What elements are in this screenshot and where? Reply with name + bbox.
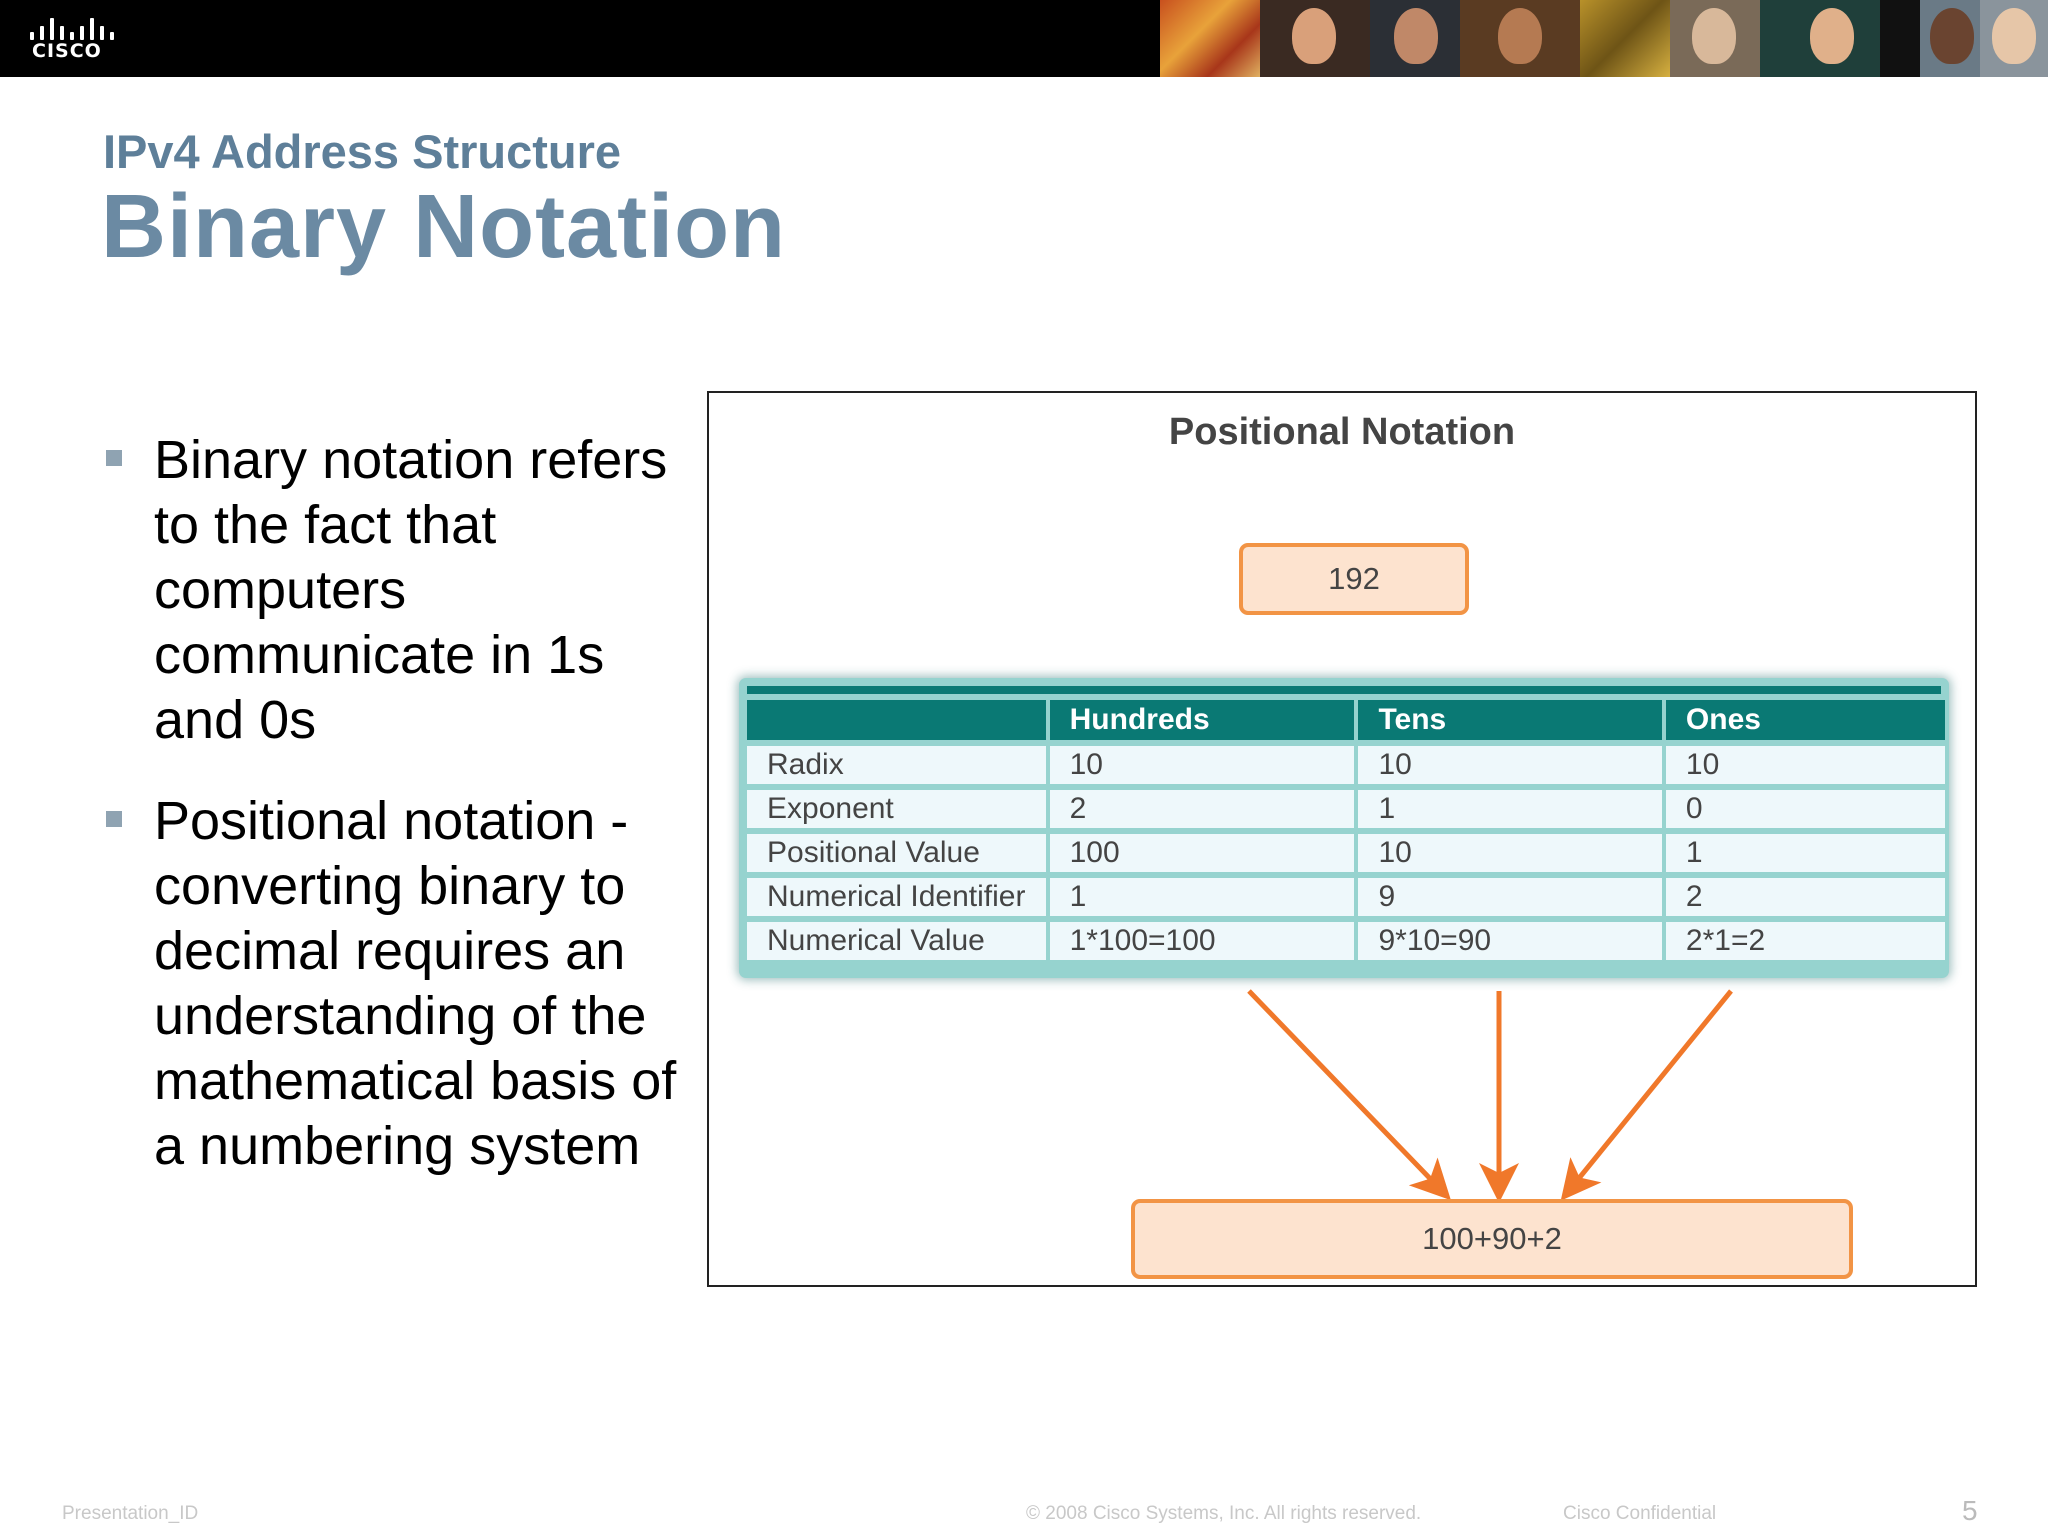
row-label: Positional Value	[747, 834, 1046, 872]
square-bullet-icon	[106, 450, 122, 466]
table-row	[747, 922, 1945, 960]
footer-presentation-id: Presentation_ID	[62, 1503, 199, 1524]
header-photo-strip	[1160, 0, 2048, 77]
footer-copyright: © 2008 Cisco Systems, Inc. All rights reserved.	[1026, 1503, 1422, 1524]
positional-notation-figure	[707, 391, 1977, 1287]
arrow-ones	[1567, 991, 1731, 1193]
row-label: Radix	[747, 746, 1046, 784]
row-label: Exponent	[747, 790, 1046, 828]
slide-title: Binary Notation	[101, 177, 787, 277]
column-header: Ones	[1666, 700, 1945, 740]
table-cell: 1	[1050, 878, 1355, 916]
table-row	[747, 878, 1945, 916]
table-cell: 10	[1358, 834, 1661, 872]
table-top-strip	[747, 686, 1941, 694]
column-header	[747, 700, 1046, 740]
table-cell: 10	[1050, 746, 1355, 784]
cisco-bars-icon	[30, 14, 120, 40]
arrow-hundreds	[1249, 991, 1444, 1193]
table-cell: 100	[1050, 834, 1355, 872]
input-number-box: 192	[1239, 543, 1469, 615]
positional-table-frame	[739, 678, 1949, 978]
page-number: 5	[1962, 1495, 1978, 1526]
positional-table	[743, 694, 1949, 966]
table-cell: 1	[1666, 834, 1945, 872]
bullet-text: Positional notation - converting binary to decimal requires an understanding of the mathematical basis of a numbering system	[154, 791, 677, 1176]
table-cell: 10	[1358, 746, 1661, 784]
table-row	[747, 834, 1945, 872]
table-row	[747, 790, 1945, 828]
table-cell: 9*10=90	[1358, 922, 1661, 960]
footer-confidential: Cisco Confidential	[1563, 1503, 1717, 1524]
table-cell: 10	[1666, 746, 1945, 784]
row-label: Numerical Identifier	[747, 878, 1046, 916]
bullet-item	[104, 789, 694, 1179]
table-cell: 1*100=100	[1050, 922, 1355, 960]
table-row	[747, 746, 1945, 784]
table-cell: 2*1=2	[1666, 922, 1945, 960]
row-label: Numerical Value	[747, 922, 1046, 960]
top-banner	[0, 0, 2048, 77]
table-cell: 1	[1358, 790, 1661, 828]
slide-subtitle: IPv4 Address Structure	[103, 125, 622, 178]
bullet-text: Binary notation refers to the fact that computers communicate in 1s and 0s	[154, 430, 668, 750]
table-header-row	[747, 700, 1945, 740]
table-cell: 2	[1666, 878, 1945, 916]
figure-title: Positional Notation	[1168, 411, 1516, 453]
bullet-list	[104, 428, 694, 1215]
cisco-logo	[30, 14, 120, 64]
bullet-item	[104, 428, 694, 753]
result-sum-box: 100+90+2	[1131, 1199, 1853, 1279]
table-cell: 9	[1358, 878, 1661, 916]
cisco-wordmark: CISCO	[32, 40, 102, 62]
column-header: Hundreds	[1050, 700, 1355, 740]
square-bullet-icon	[106, 811, 122, 827]
table-cell: 2	[1050, 790, 1355, 828]
column-header: Tens	[1358, 700, 1661, 740]
table-cell: 0	[1666, 790, 1945, 828]
